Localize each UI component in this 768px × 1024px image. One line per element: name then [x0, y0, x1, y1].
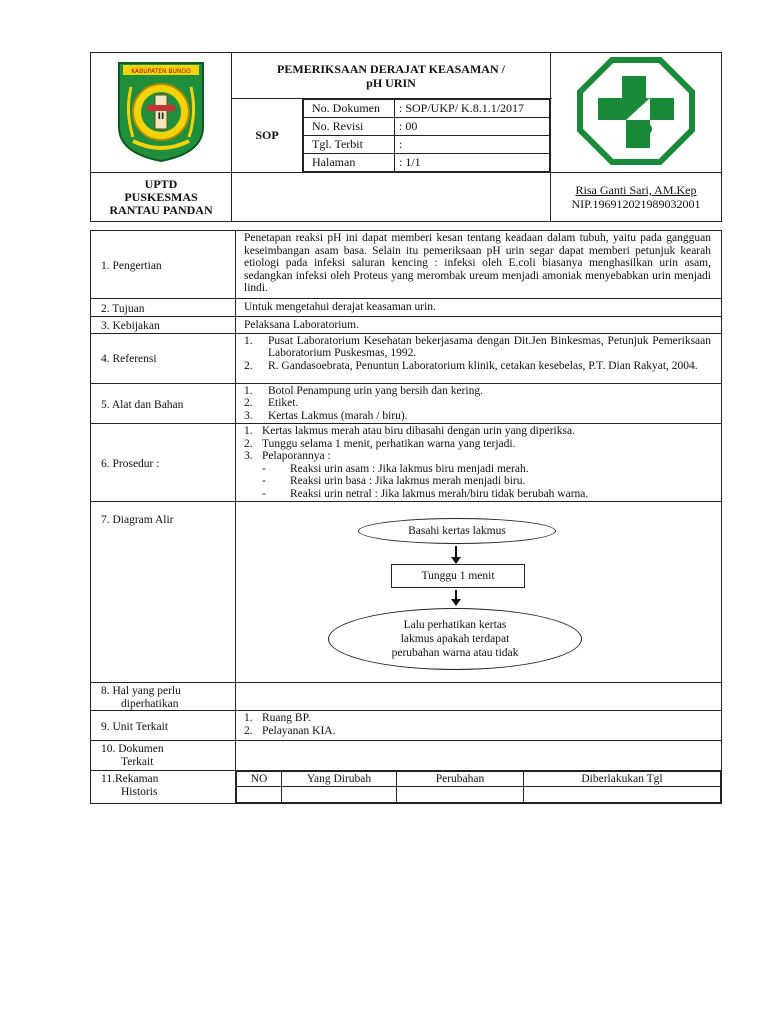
history-col-header: Yang Dirubah — [282, 772, 397, 787]
list-item — [244, 410, 711, 423]
row-alat — [91, 383, 722, 424]
label-alat: 5. Alat dan Bahan — [91, 383, 236, 424]
title-line-2: pH URIN — [366, 75, 416, 90]
flow-arrow — [455, 546, 457, 558]
list-item — [244, 335, 711, 360]
row-unit — [91, 711, 722, 741]
sub-item — [244, 463, 711, 476]
flow-step-observe — [328, 608, 582, 670]
list-item — [244, 450, 711, 463]
list-item — [244, 725, 711, 738]
row-kebijakan — [91, 317, 722, 334]
history-row — [237, 787, 721, 803]
item-text: R. Gandasoebrata, Penuntun Laboratorium klinik, cetakan kesebelas, P.T. Dian Rakyat, 2004. — [268, 359, 698, 372]
label-prosedur: 6. Prosedur : — [91, 424, 236, 502]
row-tujuan — [91, 299, 722, 317]
regency-emblem-text: KABUPATEN BUNGO — [131, 67, 191, 75]
label-tujuan: 2. Tujuan — [91, 299, 236, 317]
title-line-1: PEMERIKSAAN DERAJAT KEASAMAN / — [277, 61, 505, 76]
item-text: Ruang BP. — [262, 712, 311, 724]
row-pengertian — [91, 231, 722, 299]
info-key: No. Revisi — [304, 118, 395, 136]
label-referensi: 4. Referensi — [91, 333, 236, 383]
info-row — [304, 100, 550, 118]
row-rekaman — [91, 771, 722, 804]
uptd-name — [91, 173, 232, 222]
label-dokumen — [91, 741, 236, 771]
svg-text:II: II — [157, 111, 165, 122]
info-value: : SOP/UKP/ K.8.1.1/2017 — [395, 100, 550, 118]
header-table — [90, 52, 722, 222]
history-col-header: Perubahan — [397, 772, 524, 787]
item-text: Pelaporannya : — [262, 450, 331, 462]
label-pengertian: 1. Pengertian — [91, 231, 236, 299]
info-value: : 1/1 — [395, 154, 550, 172]
flow-step-line: Lalu perhatikan kertas — [403, 619, 507, 631]
row-hal — [91, 683, 722, 711]
item-text: Tunggu selama 1 menit, perhatikan warna yang terjadi. — [262, 437, 516, 450]
history-col-header: Diberlakukan Tgl — [524, 772, 721, 787]
history-table-cell — [236, 771, 722, 804]
list-unit — [236, 711, 722, 741]
document-info — [303, 99, 551, 173]
label-line: 10. Dokumen — [101, 743, 164, 755]
row-dokumen — [91, 741, 722, 771]
sub-bullet: - — [262, 487, 266, 500]
item-number: 1. — [244, 425, 253, 437]
signature-block — [551, 173, 722, 222]
uptd-line: RANTAU PANDAN — [109, 202, 213, 217]
puskesmas-logo-icon — [576, 56, 696, 166]
signer-name: Risa Ganti Sari, AM.Kep — [575, 183, 697, 197]
list-item — [244, 360, 711, 373]
info-key: Tgl. Terbit — [304, 136, 395, 154]
label-line: Historis — [121, 785, 158, 798]
sub-text: Reaksi urin asam : Jika lakmus biru menjadi merah. — [290, 462, 529, 475]
item-number: 1. — [244, 712, 253, 724]
sub-text: Reaksi urin netral : Jika lakmus merah/biru tidak berubah warna. — [290, 487, 589, 500]
row-prosedur — [91, 424, 722, 502]
flow-step-wet-litmus: Basahi kertas lakmus — [358, 518, 556, 544]
label-rekaman — [91, 771, 236, 804]
list-item — [244, 438, 711, 451]
info-value: : 00 — [395, 118, 550, 136]
item-number: 2. — [244, 437, 253, 450]
sop-label: SOP — [232, 99, 303, 173]
item-number: 1. — [244, 334, 253, 347]
history-table — [236, 771, 721, 803]
label-line: diperhatikan — [121, 697, 179, 710]
item-number: 3. — [244, 409, 253, 422]
sub-bullet: - — [262, 475, 266, 487]
history-header-row — [237, 772, 721, 787]
document-title — [232, 53, 551, 99]
item-text: Kertas lakmus merah atau biru dibasahi dengan urin yang diperiksa. — [262, 425, 575, 437]
item-number: 2. — [244, 397, 253, 409]
signer-nip: NIP.196912021989032001 — [571, 197, 701, 211]
item-text: Botol Penampung urin yang bersih dan kering. — [268, 384, 483, 397]
text-kebijakan: Pelaksana Laboratorium. — [236, 317, 722, 334]
label-unit: 9. Unit Terkait — [91, 711, 236, 741]
flow-arrow — [455, 590, 457, 600]
regency-emblem-icon — [111, 57, 211, 165]
list-item — [244, 712, 711, 725]
info-row — [304, 136, 550, 154]
regency-logo-cell — [91, 53, 232, 173]
flow-diagram — [236, 502, 722, 683]
empty-cell — [236, 741, 722, 771]
item-number: 2. — [244, 359, 253, 372]
uptd-line: PUSKESMAS — [124, 189, 198, 204]
sub-item — [244, 475, 711, 488]
row-diagram — [91, 502, 722, 683]
flow-step-wait: Tunggu 1 menit — [391, 564, 525, 588]
info-row — [304, 118, 550, 136]
label-line: 11.Rekaman — [101, 773, 159, 785]
list-item — [244, 397, 711, 410]
item-number: 3. — [244, 450, 253, 462]
label-line: Terkait — [121, 755, 154, 768]
list-prosedur — [236, 424, 722, 502]
puskesmas-logo-cell — [551, 53, 722, 173]
item-text: Kertas Lakmus (marah / biru). — [268, 409, 408, 422]
sub-item — [244, 488, 711, 501]
info-row — [304, 154, 550, 172]
empty-cell — [236, 683, 722, 711]
history-cell — [237, 787, 282, 803]
flow-step-line: lakmus apakah terdapat — [400, 633, 510, 645]
item-number: 1. — [244, 384, 253, 397]
info-value: : — [395, 136, 550, 154]
item-number: 2. — [244, 724, 253, 737]
empty-cell — [232, 173, 551, 222]
text-pengertian: Penetapan reaksi pH ini dapat memberi kesan tentang keadaan dalam tubuh, yaitu pada gangguan keseimbangan asam basa. Selain itu pemeriksaan pH urin segar dapat memberi petunjuk kearah etiologi pada infeksi saluran kencing : infeksi oleh E.coli biasanya menghasilkan urin asam, sedangkan infeksi oleh Proteus yang merombak ureum menjadi amoniak menyebabkan urin menjadi lindi. — [236, 231, 722, 299]
info-key: No. Dokumen — [304, 100, 395, 118]
label-line: 8. Hal yang perlu — [101, 685, 181, 697]
label-hal — [91, 683, 236, 711]
label-diagram: 7. Diagram Alir — [91, 502, 236, 683]
text-tujuan: Untuk mengetahui derajat keasaman urin. — [236, 299, 722, 317]
uptd-line: UPTD — [144, 176, 178, 191]
list-alat — [236, 383, 722, 424]
list-item — [244, 425, 711, 438]
history-cell — [397, 787, 524, 803]
history-cell — [282, 787, 397, 803]
info-key: Halaman — [304, 154, 395, 172]
row-referensi — [91, 333, 722, 383]
sop-body-table — [90, 230, 722, 804]
flow-step-line: perubahan warna atau tidak — [391, 647, 519, 659]
label-kebijakan: 3. Kebijakan — [91, 317, 236, 334]
sub-text: Reaksi urin basa : Jika lakmus merah menjadi biru. — [290, 475, 526, 487]
flow-canvas — [236, 502, 721, 682]
sub-bullet: - — [262, 462, 266, 475]
item-text: Pusat Laboratorium Kesehatan bekerjasama dengan Dit.Jen Binkesmas, Petunjuk Pemeriksaan Laboratorium Puskesmas, 1992. — [268, 334, 711, 359]
item-text: Pelayanan KIA. — [262, 724, 336, 737]
history-col-header: NO — [237, 772, 282, 787]
list-referensi — [236, 333, 722, 383]
list-item — [244, 385, 711, 398]
item-text: Etiket. — [268, 397, 299, 409]
history-cell — [524, 787, 721, 803]
